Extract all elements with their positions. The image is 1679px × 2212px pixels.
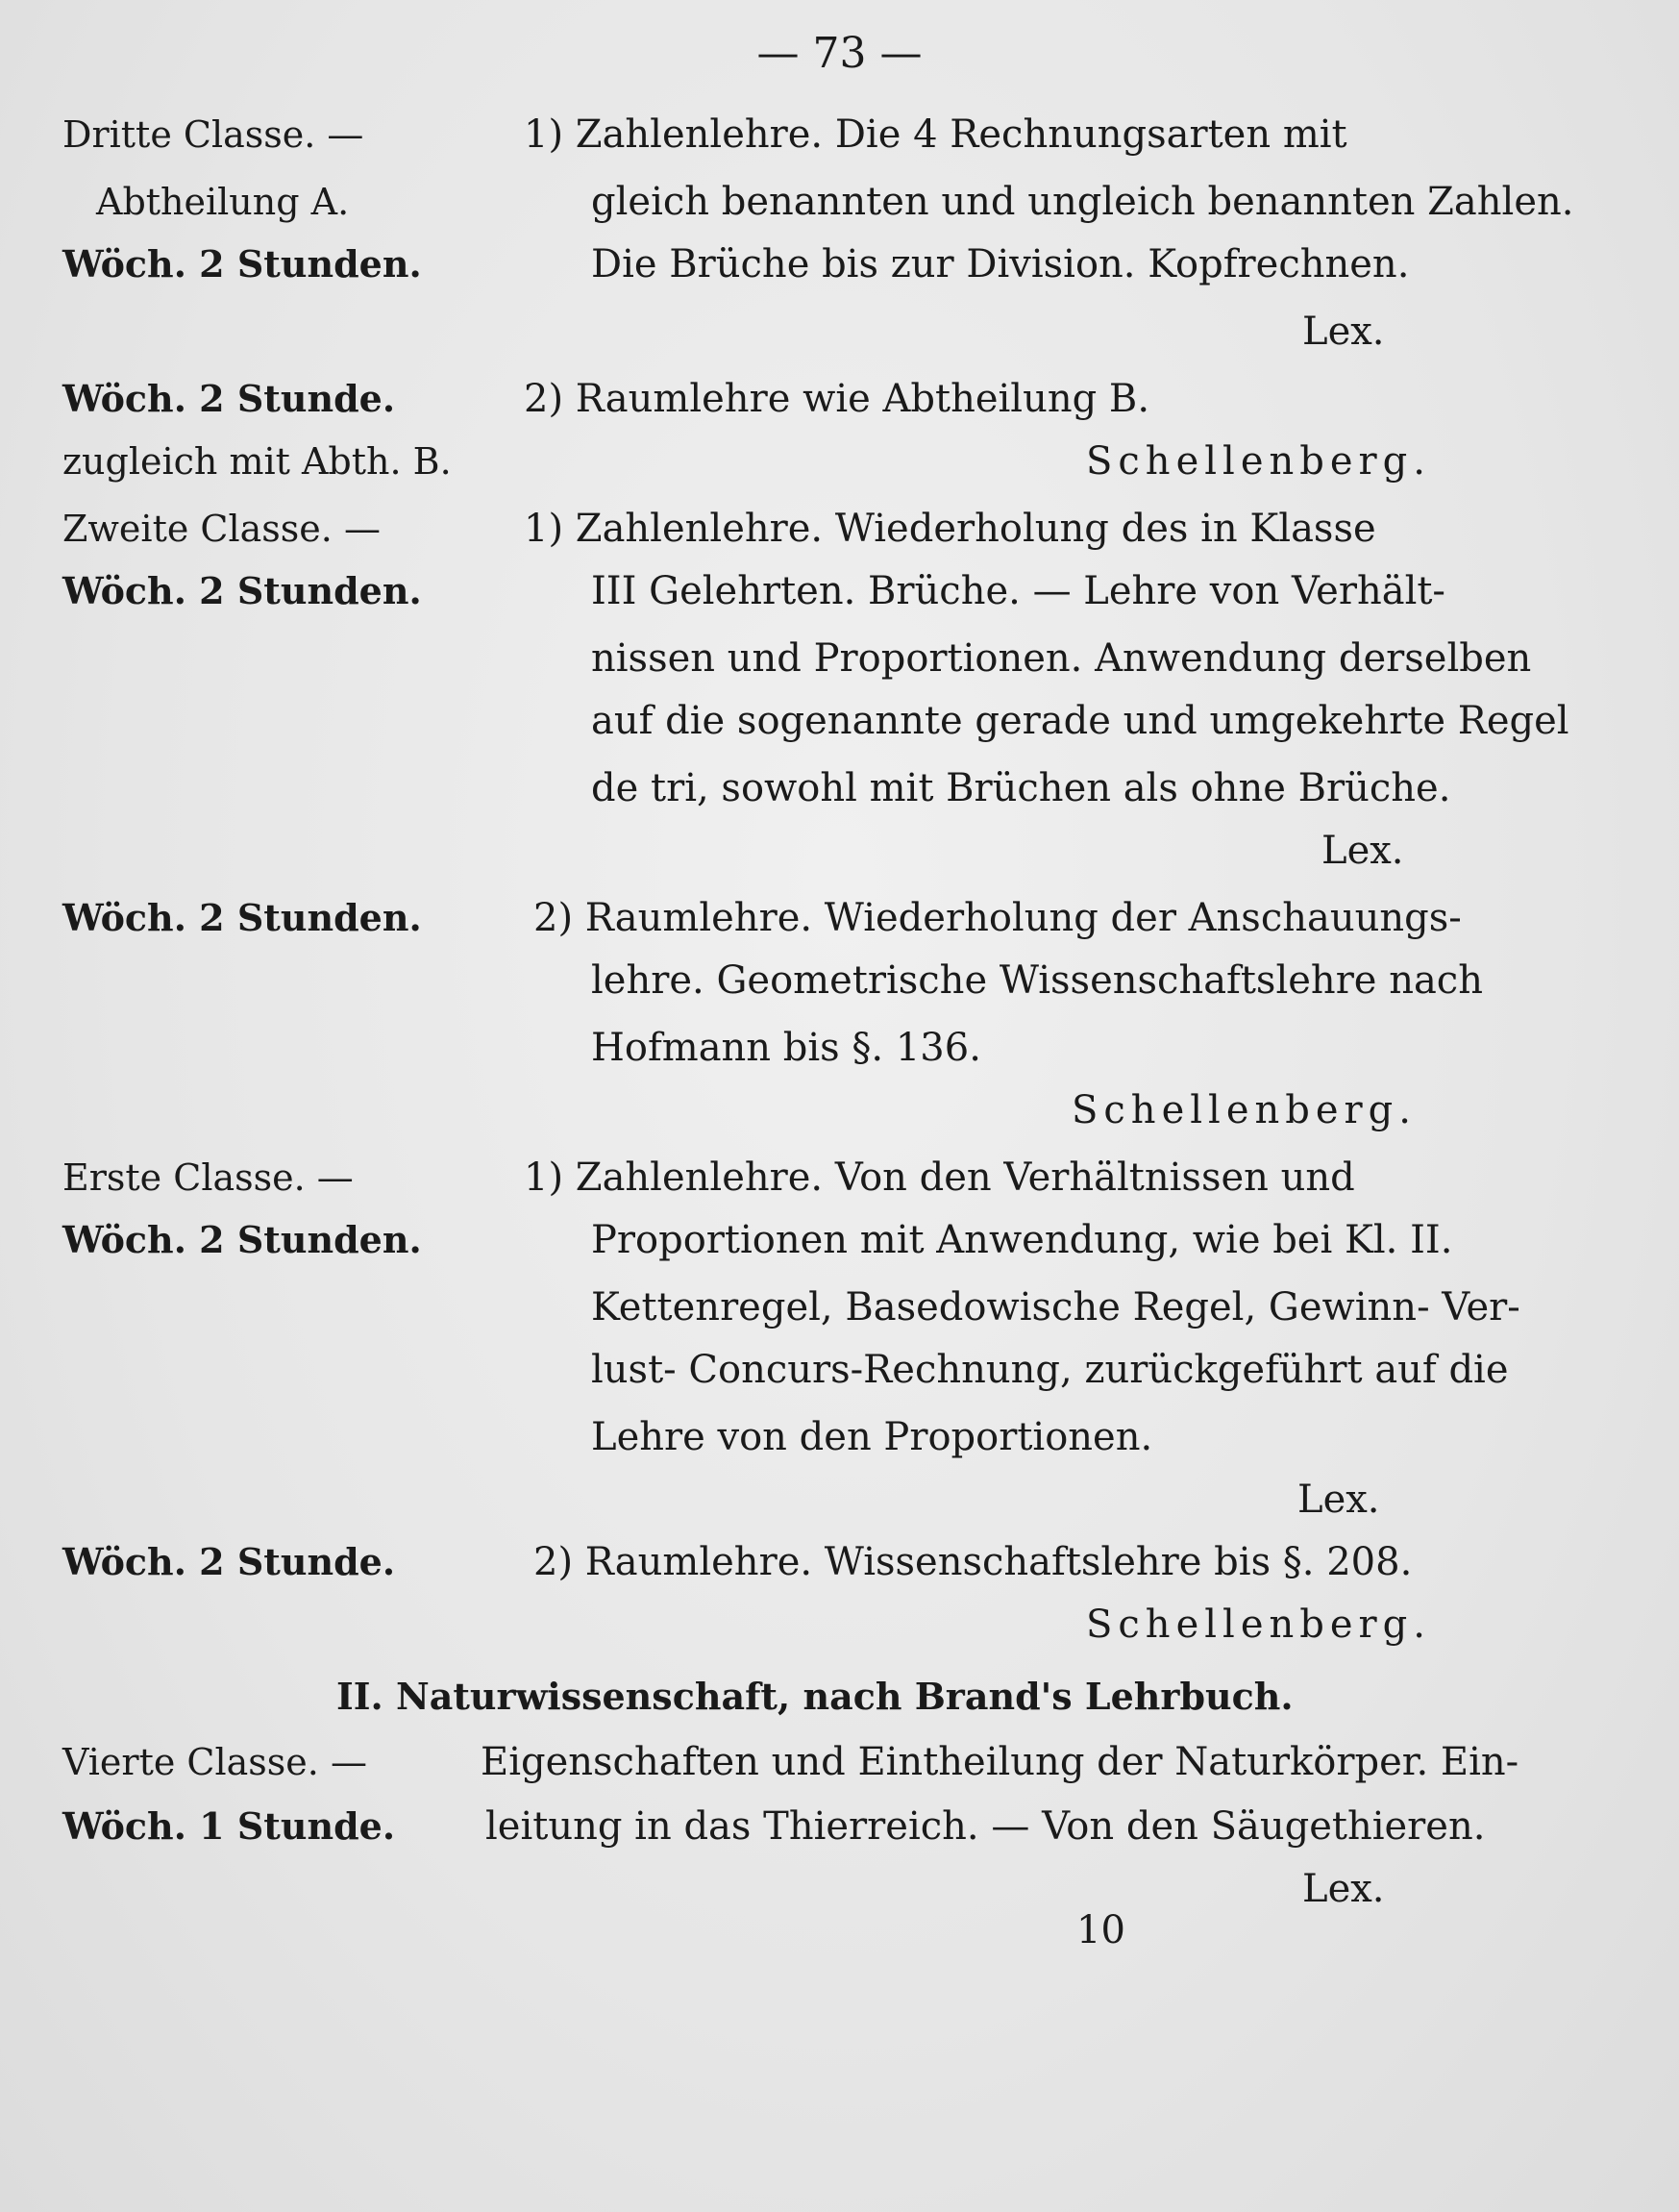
- text-line: Eigenschaften und Eintheilung der Naturkörper. Ein-: [481, 1740, 1519, 1784]
- text-line: 1) Zahlenlehre. Von den Verhältnissen und: [524, 1156, 1355, 1200]
- teacher-name: Schellenberg.: [1072, 1088, 1417, 1132]
- teacher-name: Schellenberg.: [1086, 439, 1431, 484]
- hours-label: Wöch. 2 Stunden.: [62, 1218, 422, 1261]
- text-line: Die Brüche bis zur Division. Kopfrechnen.: [591, 242, 1410, 286]
- text-line: Hofmann bis §. 136.: [591, 1026, 981, 1070]
- hours-label: Wöch. 2 Stunden.: [62, 569, 422, 612]
- hours-label: Wöch. 2 Stunden.: [62, 242, 422, 286]
- class-label: Zweite Classe. —: [62, 508, 381, 550]
- hours-label: Wöch. 2 Stunde.: [62, 1540, 396, 1583]
- signature-mark: 10: [1076, 1908, 1125, 1952]
- section-heading: II. Naturwissenschaft, nach Brand's Lehrbuch.: [336, 1675, 1294, 1718]
- class-label: Erste Classe. —: [62, 1156, 354, 1199]
- text-line: 1) Zahlenlehre. Die 4 Rechnungsarten mit: [524, 112, 1347, 157]
- teacher-name: Lex.: [1302, 310, 1385, 354]
- text-line: 2) Raumlehre wie Abtheilung B.: [524, 377, 1150, 421]
- note-label: zugleich mit Abth. B.: [62, 440, 452, 483]
- text-line: Lehre von den Proportionen.: [591, 1415, 1153, 1459]
- text-line: de tri, sowohl mit Brüchen als ohne Brüche.: [591, 766, 1451, 810]
- text-line: leitung in das Thierreich. — Von den Säugethieren.: [485, 1804, 1486, 1849]
- teacher-name: Lex.: [1297, 1478, 1380, 1522]
- hours-label: Wöch. 2 Stunden.: [62, 896, 422, 939]
- hours-label: Wöch. 2 Stunde.: [62, 377, 396, 420]
- text-line: lehre. Geometrische Wissenschaftslehre nach: [591, 958, 1483, 1003]
- teacher-name: Lex.: [1302, 1867, 1385, 1911]
- class-label: Vierte Classe. —: [62, 1741, 367, 1783]
- text-line: auf die sogenannte gerade und umgekehrte Regel: [591, 699, 1569, 743]
- text-line: 2) Raumlehre. Wiederholung der Anschauungs-: [533, 896, 1462, 940]
- teacher-name: Lex.: [1321, 829, 1404, 873]
- text-line: 1) Zahlenlehre. Wiederholung des in Klasse: [524, 507, 1376, 551]
- text-line: Kettenregel, Basedowische Regel, Gewinn- Ver-: [591, 1285, 1520, 1330]
- text-line: Proportionen mit Anwendung, wie bei Kl. II.: [591, 1218, 1453, 1262]
- text-line: 2) Raumlehre. Wissenschaftslehre bis §. 208.: [533, 1540, 1413, 1584]
- text-line: nissen und Proportionen. Anwendung derselben: [591, 636, 1532, 681]
- hours-label: Wöch. 1 Stunde.: [62, 1804, 396, 1848]
- class-label: Dritte Classe. —: [62, 113, 364, 156]
- text-line: lust- Concurs-Rechnung, zurückgeführt auf die: [591, 1348, 1509, 1392]
- text-line: III Gelehrten. Brüche. — Lehre von Verhält-: [591, 569, 1445, 613]
- text-line: gleich benannten und ungleich benannten Zahlen.: [591, 180, 1574, 224]
- teacher-name: Schellenberg.: [1086, 1603, 1431, 1647]
- division-label: Abtheilung A.: [96, 181, 350, 223]
- page-number: — 73 —: [756, 29, 923, 78]
